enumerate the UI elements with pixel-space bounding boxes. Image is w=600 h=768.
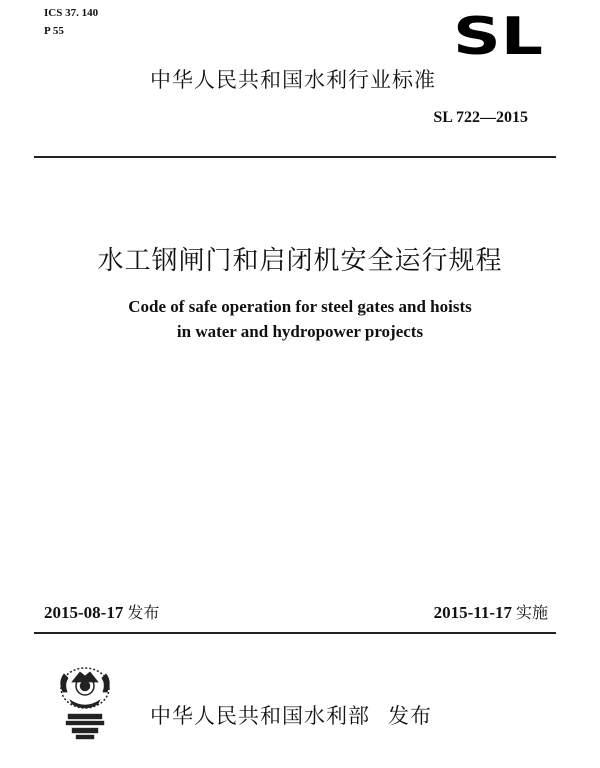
org-title: 中华人民共和国水利行业标准 — [150, 68, 436, 92]
implement-date-block — [434, 600, 548, 623]
publish-word: 发布 — [388, 704, 432, 728]
implement-date: 2015-11-17 — [433, 603, 512, 622]
ics-code: ICS 37. 140 — [44, 7, 99, 19]
english-title — [0, 294, 600, 344]
publisher-name: 中华人民共和国水利部 — [150, 704, 370, 728]
chinese-title: 水工钢闸门和启闭机安全运行规程 — [97, 246, 503, 276]
issue-label: 发布 — [127, 603, 160, 622]
p-code: P 55 — [44, 25, 64, 37]
english-title-line1: Code of safe operation for steel gates and hoists — [128, 297, 472, 316]
top-divider — [34, 156, 556, 158]
issue-date: 2015-08-17 — [44, 603, 124, 622]
publisher-line — [150, 700, 432, 730]
ministry-emblem-icon — [50, 662, 120, 742]
english-title-line2: in water and hydropower projects — [176, 322, 424, 341]
sl-logo — [452, 10, 544, 60]
standard-number: SL 722—2015 — [433, 109, 528, 126]
implement-label: 实施 — [515, 603, 548, 622]
issue-date-block — [44, 600, 159, 623]
bottom-divider — [34, 632, 556, 634]
sl-logo-text: SL — [453, 10, 543, 60]
